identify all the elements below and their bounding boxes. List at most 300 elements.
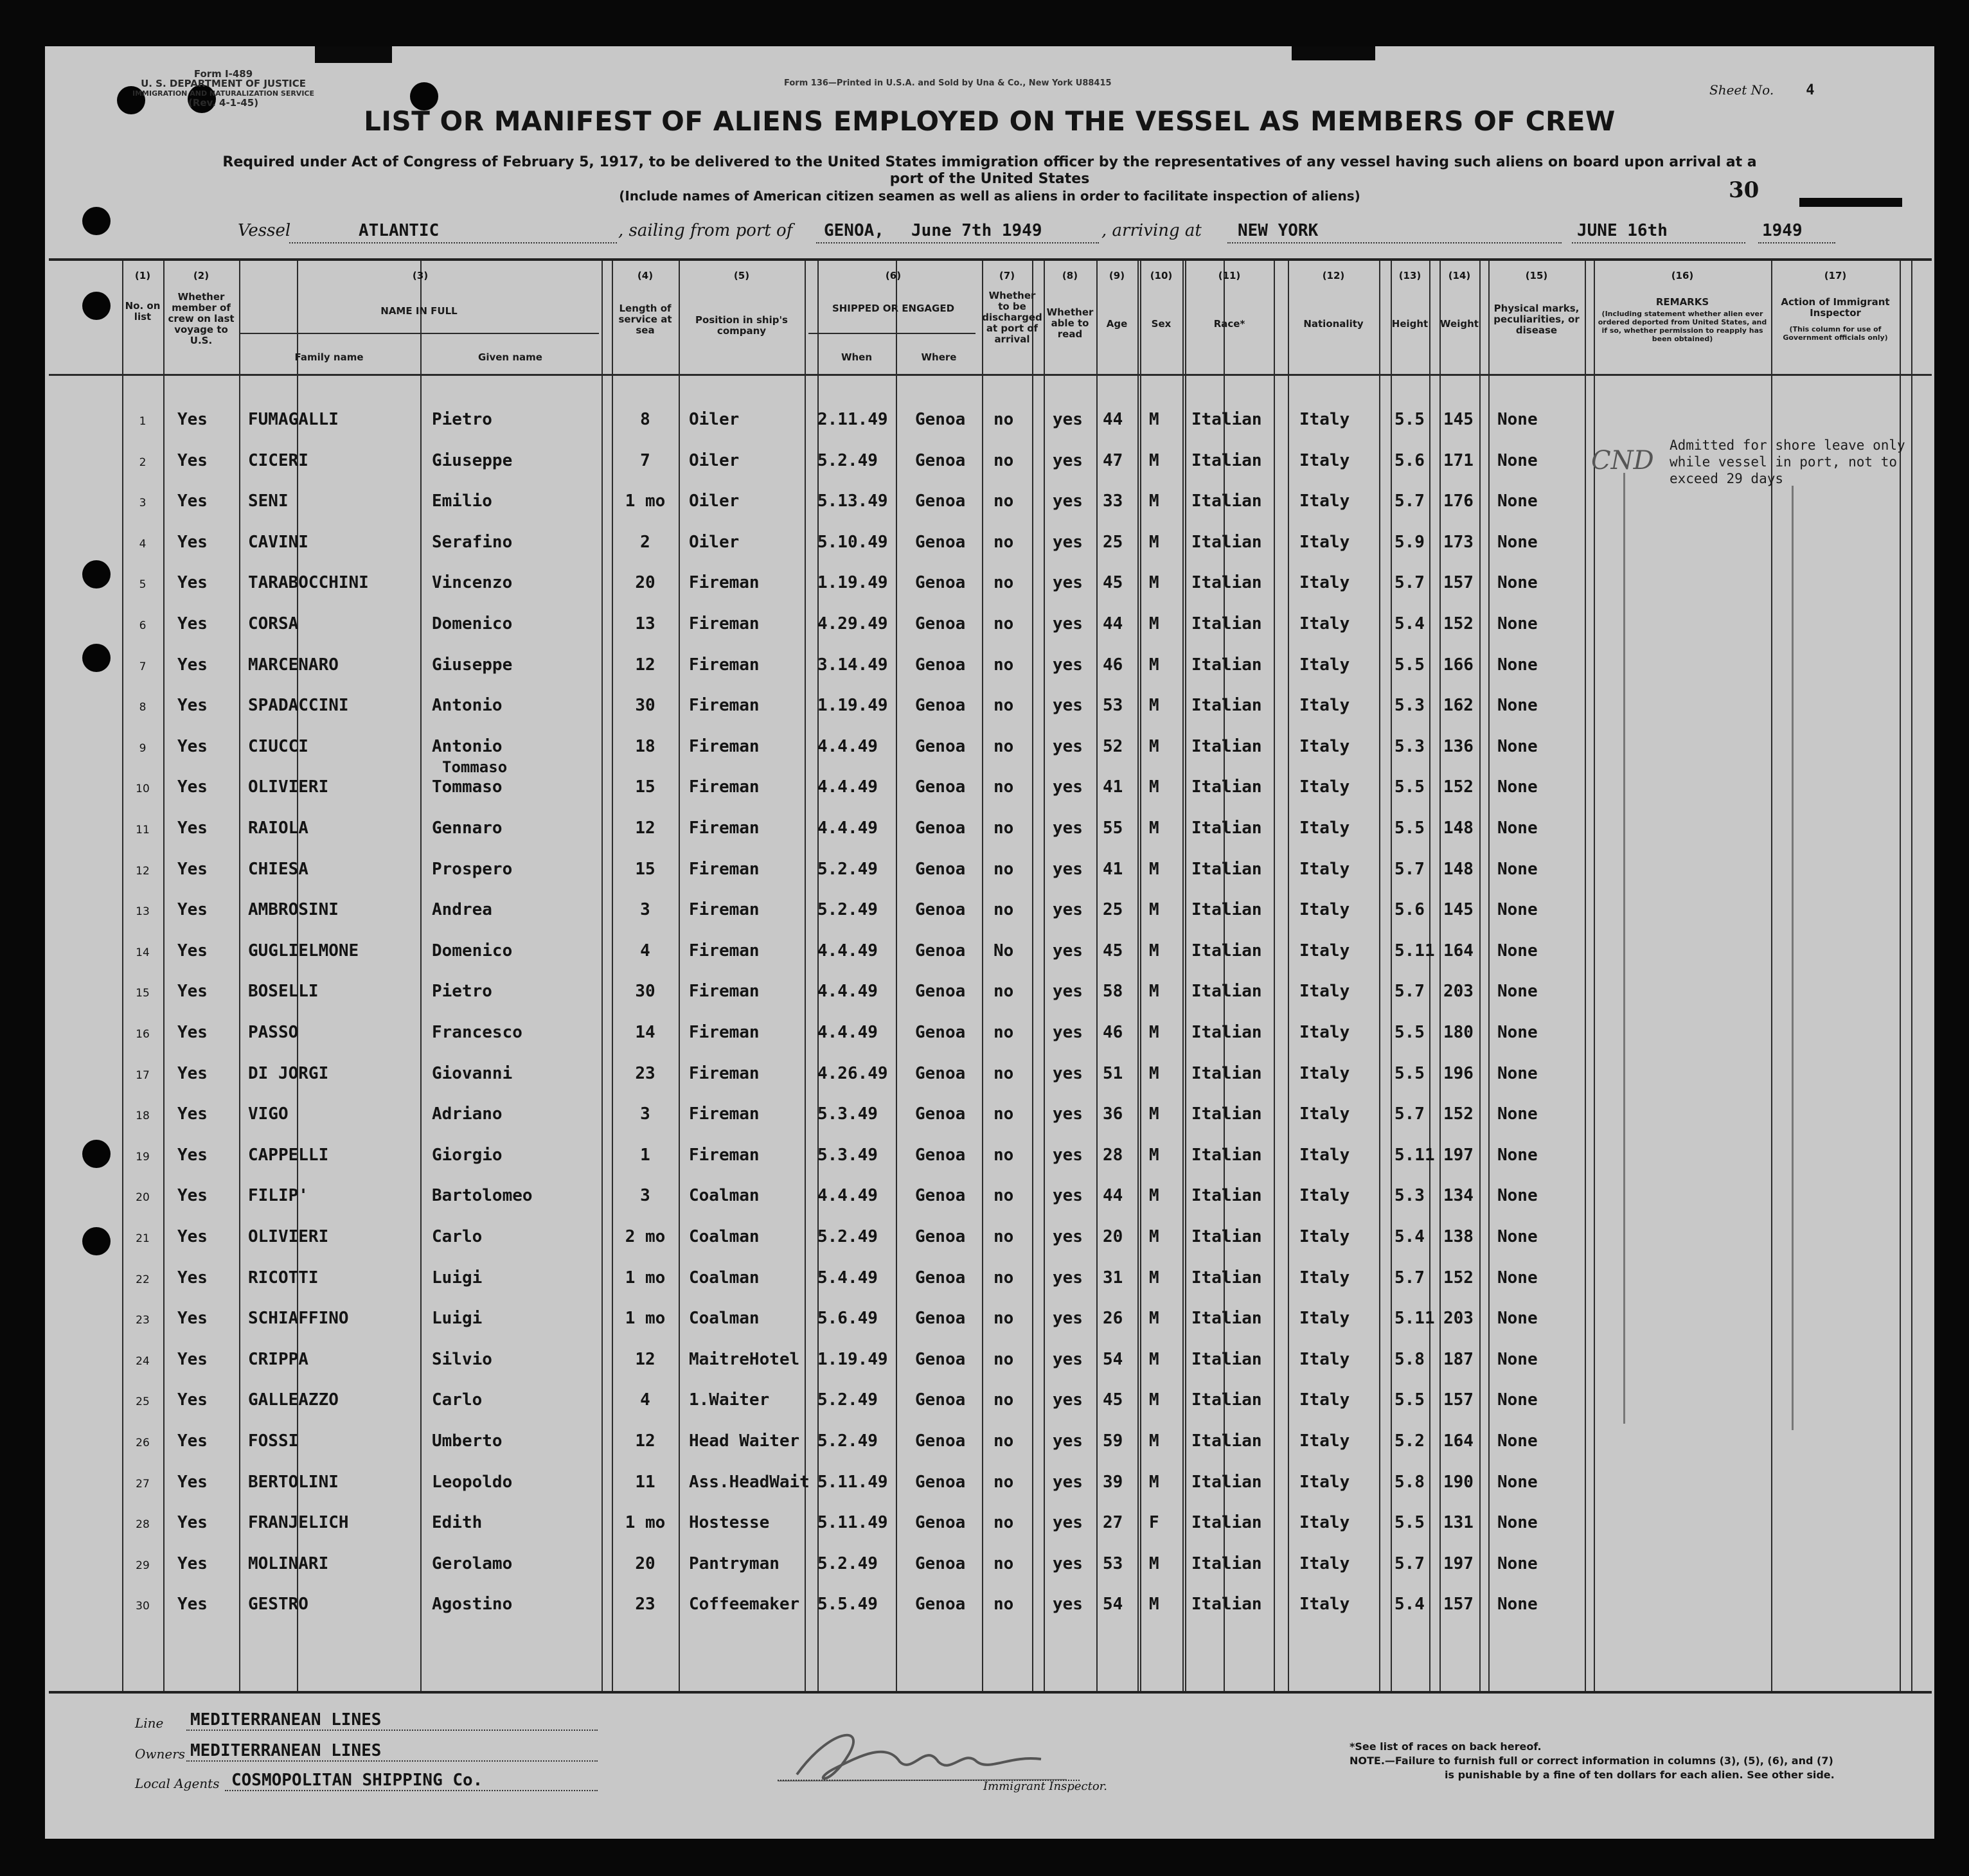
cell-marks: None bbox=[1497, 737, 1538, 756]
cell-marks: None bbox=[1497, 410, 1538, 429]
cell-given: Pietro bbox=[432, 410, 492, 429]
cell-read: yes bbox=[1053, 777, 1083, 797]
cell-height: 5.3 bbox=[1394, 737, 1425, 756]
table-row bbox=[49, 489, 1932, 515]
cell-race: Italian bbox=[1191, 533, 1262, 552]
cell-given: Edith bbox=[432, 1513, 483, 1532]
cell-sex: F bbox=[1149, 1513, 1159, 1532]
department-block bbox=[132, 69, 314, 108]
cell-given: Agostino bbox=[432, 1595, 513, 1614]
cell-race: Italian bbox=[1191, 573, 1262, 592]
cell-discharged: no bbox=[993, 533, 1014, 552]
col-head: Age bbox=[1106, 318, 1128, 330]
cell-race: Italian bbox=[1191, 1268, 1262, 1288]
cell-family: RICOTTI bbox=[248, 1268, 319, 1288]
cell-where: Genoa bbox=[915, 1023, 966, 1042]
cell-race: Italian bbox=[1191, 1227, 1262, 1246]
cell-where: Genoa bbox=[915, 1595, 966, 1614]
cell-height: 5.6 bbox=[1394, 900, 1425, 919]
cell-service: 12 bbox=[635, 1350, 655, 1369]
cell-height: 5.5 bbox=[1394, 777, 1425, 797]
crew-count: 30 bbox=[1729, 177, 1760, 203]
cell-weight: 148 bbox=[1443, 819, 1474, 838]
table-row bbox=[49, 530, 1932, 556]
cell-marks: None bbox=[1497, 1064, 1538, 1083]
cell-where: Genoa bbox=[915, 573, 966, 592]
cell-race: Italian bbox=[1191, 1554, 1262, 1573]
cell-no: 20 bbox=[136, 1191, 150, 1204]
cell-age: 25 bbox=[1103, 533, 1123, 552]
cell-height: 5.4 bbox=[1394, 1595, 1425, 1614]
page-title: LIST OR MANIFEST OF ALIENS EMPLOYED ON THE VESSEL AS MEMBERS OF CREW bbox=[364, 105, 1616, 137]
cell-where: Genoa bbox=[915, 491, 966, 511]
cell-age: 51 bbox=[1103, 1064, 1123, 1083]
cell-read: yes bbox=[1053, 1064, 1083, 1083]
cell-sex: M bbox=[1149, 491, 1159, 511]
cell-discharged: no bbox=[993, 451, 1014, 470]
cell-marks: None bbox=[1497, 573, 1538, 592]
cell-service: 4 bbox=[640, 1390, 650, 1410]
cell-family: CIUCCI bbox=[248, 737, 308, 756]
cell-given: Emilio bbox=[432, 491, 492, 511]
cell-discharged: no bbox=[993, 900, 1014, 919]
cell-position: Fireman bbox=[689, 941, 760, 960]
cell-given: Antonio bbox=[432, 696, 503, 715]
cell-family: FRANJELICH bbox=[248, 1513, 349, 1532]
cell-nationality: Italy bbox=[1299, 900, 1350, 919]
cell-nationality: Italy bbox=[1299, 941, 1350, 960]
cell-nationality: Italy bbox=[1299, 1064, 1350, 1083]
cell-discharged: no bbox=[993, 655, 1014, 675]
cell-sex: M bbox=[1149, 860, 1159, 879]
col-num: (11) bbox=[1218, 270, 1241, 281]
cell-nationality: Italy bbox=[1299, 533, 1350, 552]
cell-age: 39 bbox=[1103, 1473, 1123, 1492]
table-row bbox=[49, 693, 1932, 719]
cell-no: 25 bbox=[136, 1395, 150, 1408]
col-head: Physical marks, peculiarities, or disease bbox=[1493, 303, 1580, 336]
cell-sex: M bbox=[1149, 900, 1159, 919]
cell-race: Italian bbox=[1191, 410, 1262, 429]
cell-nationality: Italy bbox=[1299, 1350, 1350, 1369]
table-row bbox=[49, 407, 1932, 433]
cell-age: 36 bbox=[1103, 1104, 1123, 1124]
table-row bbox=[49, 1225, 1932, 1250]
cell-discharged: no bbox=[993, 737, 1014, 756]
remarks-line: while vessel in port, not to bbox=[1670, 454, 1898, 470]
cell-weight: 162 bbox=[1443, 696, 1474, 715]
cell-given: Giovanni bbox=[432, 1064, 513, 1083]
cell-sex: M bbox=[1149, 655, 1159, 675]
cell-read: yes bbox=[1053, 860, 1083, 879]
cell-where: Genoa bbox=[915, 451, 966, 470]
cell-position: Coffeemaker bbox=[689, 1595, 800, 1614]
cell-when: 5.3.49 bbox=[817, 1146, 878, 1165]
table-row bbox=[49, 1429, 1932, 1455]
cell-age: 41 bbox=[1103, 777, 1123, 797]
cell-age: 45 bbox=[1103, 941, 1123, 960]
cell-weight: 164 bbox=[1443, 1431, 1474, 1451]
inspector-initials: CND bbox=[1591, 446, 1654, 475]
cell-age: 59 bbox=[1103, 1431, 1123, 1451]
cell-read: yes bbox=[1053, 1186, 1083, 1205]
manifest-footer bbox=[45, 1697, 1934, 1832]
cell-when: 3.14.49 bbox=[817, 655, 888, 675]
cell-read: yes bbox=[1053, 1513, 1083, 1532]
cell-race: Italian bbox=[1191, 1473, 1262, 1492]
cell-weight: 196 bbox=[1443, 1064, 1474, 1083]
cell-read: yes bbox=[1053, 1554, 1083, 1573]
col-head: Sex bbox=[1151, 318, 1172, 330]
cell-sex: M bbox=[1149, 1473, 1159, 1492]
cell-when: 4.4.49 bbox=[817, 737, 878, 756]
cell-height: 5.7 bbox=[1394, 982, 1425, 1001]
sheet-number-label: Sheet No. bbox=[1709, 82, 1774, 98]
cell-weight: 203 bbox=[1443, 982, 1474, 1001]
cell-when: 5.10.49 bbox=[817, 533, 888, 552]
cell-race: Italian bbox=[1191, 1146, 1262, 1165]
table-row bbox=[49, 939, 1932, 964]
cell-height: 5.5 bbox=[1394, 1513, 1425, 1532]
cell-family: SCHIAFFINO bbox=[248, 1309, 349, 1328]
cell-given: Leopoldo bbox=[432, 1473, 513, 1492]
requirement-line: Required under Act of Congress of February 5, 1917, to be delivered to the United States immigration officer by the representatives of any vessel having such aliens on board upon arrival at a bbox=[222, 154, 1757, 170]
cell-position: Fireman bbox=[689, 573, 760, 592]
cell-service: 14 bbox=[635, 1023, 655, 1042]
cell-last: Yes bbox=[177, 982, 208, 1001]
cell-weight: 176 bbox=[1443, 491, 1474, 511]
cell-service: 3 bbox=[640, 900, 650, 919]
cell-no: 21 bbox=[136, 1232, 150, 1245]
cell-service: 30 bbox=[635, 696, 655, 715]
cell-service: 20 bbox=[635, 573, 655, 592]
cell-when: 1.19.49 bbox=[817, 696, 888, 715]
cell-when: 5.2.49 bbox=[817, 1554, 878, 1573]
cell-where: Genoa bbox=[915, 900, 966, 919]
cell-age: 25 bbox=[1103, 900, 1123, 919]
cell-read: yes bbox=[1053, 941, 1083, 960]
cell-last: Yes bbox=[177, 1390, 208, 1410]
cell-service: 13 bbox=[635, 614, 655, 633]
cell-last: Yes bbox=[177, 1473, 208, 1492]
cell-last: Yes bbox=[177, 860, 208, 879]
cell-weight: 171 bbox=[1443, 451, 1474, 470]
cell-service: 1 mo bbox=[625, 491, 666, 511]
cell-race: Italian bbox=[1191, 451, 1262, 470]
cell-given: Pietro bbox=[432, 982, 492, 1001]
table-row bbox=[49, 1102, 1932, 1128]
cell-given: Luigi bbox=[432, 1309, 483, 1328]
cell-family: BERTOLINI bbox=[248, 1473, 339, 1492]
cell-nationality: Italy bbox=[1299, 1431, 1350, 1451]
cell-height: 5.7 bbox=[1394, 1104, 1425, 1124]
cell-sex: M bbox=[1149, 1350, 1159, 1369]
cell-read: yes bbox=[1053, 1431, 1083, 1451]
cell-no: 7 bbox=[139, 660, 147, 673]
cell-no: 28 bbox=[136, 1518, 150, 1531]
cell-nationality: Italy bbox=[1299, 1390, 1350, 1410]
sheet-number-value: 4 bbox=[1806, 82, 1815, 98]
cell-position: Hostesse bbox=[689, 1513, 770, 1532]
vessel-label: Vessel bbox=[238, 221, 291, 240]
table-row bbox=[49, 1347, 1932, 1373]
cell-position: Ass.HeadWait bbox=[689, 1473, 810, 1492]
cell-last: Yes bbox=[177, 1309, 208, 1328]
cell-read: yes bbox=[1053, 491, 1083, 511]
cell-height: 5.8 bbox=[1394, 1350, 1425, 1369]
cell-last: Yes bbox=[177, 1186, 208, 1205]
cell-race: Italian bbox=[1191, 1104, 1262, 1124]
col-num: (6) bbox=[885, 270, 902, 281]
col-head: Whether to be discharged at port of arrival bbox=[982, 290, 1042, 345]
cell-service: 23 bbox=[635, 1064, 655, 1083]
cell-height: 5.7 bbox=[1394, 860, 1425, 879]
cell-nationality: Italy bbox=[1299, 1146, 1350, 1165]
cell-where: Genoa bbox=[915, 982, 966, 1001]
cell-sex: M bbox=[1149, 1554, 1159, 1573]
cell-where: Genoa bbox=[915, 696, 966, 715]
cell-race: Italian bbox=[1191, 819, 1262, 838]
cell-sex: M bbox=[1149, 1309, 1159, 1328]
col-head: NAME IN FULL bbox=[380, 305, 458, 317]
cell-service: 15 bbox=[635, 860, 655, 879]
cell-read: yes bbox=[1053, 900, 1083, 919]
cell-nationality: Italy bbox=[1299, 777, 1350, 797]
cell-height: 5.4 bbox=[1394, 614, 1425, 633]
cell-where: Genoa bbox=[915, 1104, 966, 1124]
cell-weight: 145 bbox=[1443, 410, 1474, 429]
cell-last: Yes bbox=[177, 941, 208, 960]
cell-when: 5.11.49 bbox=[817, 1473, 888, 1492]
cell-marks: None bbox=[1497, 941, 1538, 960]
cell-age: 41 bbox=[1103, 860, 1123, 879]
cell-last: Yes bbox=[177, 410, 208, 429]
cell-discharged: no bbox=[993, 982, 1014, 1001]
cell-given: Vincenzo bbox=[432, 573, 513, 592]
cell-no: 17 bbox=[136, 1069, 150, 1082]
cell-service: 2 mo bbox=[625, 1227, 666, 1246]
given-name-head: Given name bbox=[478, 351, 542, 363]
cell-where: Genoa bbox=[915, 614, 966, 633]
cell-marks: None bbox=[1497, 451, 1538, 470]
cell-age: 53 bbox=[1103, 696, 1123, 715]
cell-family: GUGLIELMONE bbox=[248, 941, 359, 960]
cell-discharged: no bbox=[993, 819, 1014, 838]
col-head: Whether able to read bbox=[1046, 306, 1094, 340]
cell-sex: M bbox=[1149, 614, 1159, 633]
col-head: Position in ship's company bbox=[695, 314, 788, 337]
cell-read: yes bbox=[1053, 655, 1083, 675]
cell-no: 24 bbox=[136, 1355, 150, 1368]
cell-weight: 197 bbox=[1443, 1554, 1474, 1573]
cell-height: 5.5 bbox=[1394, 1023, 1425, 1042]
family-name-head: Family name bbox=[294, 351, 364, 363]
cell-weight: 138 bbox=[1443, 1227, 1474, 1246]
cell-when: 4.4.49 bbox=[817, 941, 878, 960]
cell-age: 52 bbox=[1103, 737, 1123, 756]
cell-when: 5.2.49 bbox=[817, 1227, 878, 1246]
cell-nationality: Italy bbox=[1299, 1595, 1350, 1614]
cell-position: Fireman bbox=[689, 777, 760, 797]
cell-last: Yes bbox=[177, 737, 208, 756]
cell-discharged: no bbox=[993, 573, 1014, 592]
cell-last: Yes bbox=[177, 573, 208, 592]
cell-discharged: No bbox=[993, 941, 1014, 960]
cell-age: 27 bbox=[1103, 1513, 1123, 1532]
footnote-line: *See list of races on back hereof. bbox=[1350, 1740, 1542, 1753]
cell-race: Italian bbox=[1191, 655, 1262, 675]
cell-sex: M bbox=[1149, 1431, 1159, 1451]
cell-height: 5.7 bbox=[1394, 1268, 1425, 1288]
cell-age: 44 bbox=[1103, 614, 1123, 633]
cell-weight: 187 bbox=[1443, 1350, 1474, 1369]
cell-read: yes bbox=[1053, 1227, 1083, 1246]
table-row bbox=[49, 758, 1932, 801]
cell-position: MaitreHotel bbox=[689, 1350, 800, 1369]
cell-service: 2 bbox=[640, 533, 650, 552]
cell-given: Andrea bbox=[432, 900, 492, 919]
table-row bbox=[49, 1510, 1932, 1536]
cell-no: 27 bbox=[136, 1478, 150, 1491]
cell-age: 26 bbox=[1103, 1309, 1123, 1328]
cell-last: Yes bbox=[177, 900, 208, 919]
cell-height: 5.7 bbox=[1394, 1554, 1425, 1573]
punch-hole bbox=[82, 207, 111, 235]
cell-no: 15 bbox=[136, 987, 150, 1000]
cell-given: Giuseppe bbox=[432, 451, 513, 470]
cell-family: GESTRO bbox=[248, 1595, 308, 1614]
cell-weight: 164 bbox=[1443, 941, 1474, 960]
cell-last: Yes bbox=[177, 1064, 208, 1083]
cell-last: Yes bbox=[177, 1227, 208, 1246]
cell-no: 11 bbox=[136, 824, 150, 836]
where-head: Where bbox=[921, 351, 957, 363]
cell-marks: None bbox=[1497, 1146, 1538, 1165]
table-row bbox=[49, 612, 1932, 637]
cell-no: 4 bbox=[139, 538, 147, 551]
cell-given: Giorgio bbox=[432, 1146, 503, 1165]
cell-weight: 145 bbox=[1443, 900, 1474, 919]
cell-no: 23 bbox=[136, 1314, 150, 1327]
col-num: (1) bbox=[134, 270, 151, 281]
cell-where: Genoa bbox=[915, 777, 966, 797]
table-row bbox=[49, 571, 1932, 596]
scan-artifact bbox=[1292, 46, 1375, 60]
cell-position: Oiler bbox=[689, 451, 740, 470]
cell-where: Genoa bbox=[915, 1473, 966, 1492]
cell-where: Genoa bbox=[915, 1227, 966, 1246]
cell-where: Genoa bbox=[915, 1268, 966, 1288]
cell-height: 5.5 bbox=[1394, 819, 1425, 838]
cell-last: Yes bbox=[177, 614, 208, 633]
cell-position: Fireman bbox=[689, 614, 760, 633]
cell-sex: M bbox=[1149, 982, 1159, 1001]
inspector-note: (This column for use of Government officials only) bbox=[1783, 325, 1888, 342]
cell-marks: None bbox=[1497, 860, 1538, 879]
cell-when: 5.11.49 bbox=[817, 1513, 888, 1532]
cell-family: CORSA bbox=[248, 614, 299, 633]
cell-discharged: no bbox=[993, 1104, 1014, 1124]
cell-where: Genoa bbox=[915, 1146, 966, 1165]
cell-no: 6 bbox=[139, 619, 147, 632]
port-to: NEW YORK bbox=[1238, 221, 1319, 240]
table-row bbox=[49, 653, 1932, 678]
cell-discharged: no bbox=[993, 1023, 1014, 1042]
cell-service: 8 bbox=[640, 410, 650, 429]
cell-nationality: Italy bbox=[1299, 1513, 1350, 1532]
cell-when: 1.19.49 bbox=[817, 573, 888, 592]
cell-race: Italian bbox=[1191, 1023, 1262, 1042]
requirement-line: (Include names of American citizen seamen as well as aliens in order to facilitate inspection of aliens) bbox=[619, 188, 1360, 204]
cell-weight: 157 bbox=[1443, 1595, 1474, 1614]
cell-where: Genoa bbox=[915, 1390, 966, 1410]
cell-height: 5.11 bbox=[1394, 941, 1435, 960]
cell-discharged: no bbox=[993, 1595, 1014, 1614]
cell-last: Yes bbox=[177, 655, 208, 675]
col-num: (12) bbox=[1322, 270, 1345, 281]
cell-no: 26 bbox=[136, 1437, 150, 1449]
table-row bbox=[49, 1552, 1932, 1577]
owners-value: MEDITERRANEAN LINES bbox=[190, 1741, 382, 1760]
cell-height: 5.9 bbox=[1394, 533, 1425, 552]
cell-nationality: Italy bbox=[1299, 696, 1350, 715]
cell-read: yes bbox=[1053, 1268, 1083, 1288]
cell-given: Domenico bbox=[432, 614, 513, 633]
cell-read: yes bbox=[1053, 1104, 1083, 1124]
cell-nationality: Italy bbox=[1299, 614, 1350, 633]
cell-sex: M bbox=[1149, 1104, 1159, 1124]
cell-when: 1.19.49 bbox=[817, 1350, 888, 1369]
cell-where: Genoa bbox=[915, 1309, 966, 1328]
col-head: No. on list bbox=[125, 300, 161, 323]
cell-height: 5.6 bbox=[1394, 451, 1425, 470]
cell-sex: M bbox=[1149, 1390, 1159, 1410]
cell-when: 2.11.49 bbox=[817, 410, 888, 429]
cell-age: 46 bbox=[1103, 1023, 1123, 1042]
cell-read: yes bbox=[1053, 451, 1083, 470]
table-row bbox=[49, 1470, 1932, 1496]
cell-discharged: no bbox=[993, 1146, 1014, 1165]
cell-service: 1 mo bbox=[625, 1309, 666, 1328]
cell-discharged: no bbox=[993, 1554, 1014, 1573]
date-from: June 7th 1949 bbox=[911, 221, 1042, 240]
sailing-label: , sailing from port of bbox=[618, 221, 793, 240]
cell-age: 54 bbox=[1103, 1595, 1123, 1614]
cell-service: 3 bbox=[640, 1186, 650, 1205]
cell-given: Domenico bbox=[432, 941, 513, 960]
cell-nationality: Italy bbox=[1299, 1473, 1350, 1492]
cell-race: Italian bbox=[1191, 1309, 1262, 1328]
cell-service: 20 bbox=[635, 1554, 655, 1573]
cell-race: Italian bbox=[1191, 1595, 1262, 1614]
cell-weight: 203 bbox=[1443, 1309, 1474, 1328]
cell-given: Silvio bbox=[432, 1350, 492, 1369]
cell-last: Yes bbox=[177, 696, 208, 715]
cell-marks: None bbox=[1497, 1390, 1538, 1410]
cell-marks: None bbox=[1497, 1268, 1538, 1288]
cell-race: Italian bbox=[1191, 1064, 1262, 1083]
cell-age: 54 bbox=[1103, 1350, 1123, 1369]
cell-family: SPADACCINI bbox=[248, 696, 349, 715]
cell-sex: M bbox=[1149, 1186, 1159, 1205]
cell-height: 5.3 bbox=[1394, 1186, 1425, 1205]
cell-position: Coalman bbox=[689, 1227, 760, 1246]
col-num: (7) bbox=[999, 270, 1015, 281]
col-num: (4) bbox=[637, 270, 654, 281]
cell-sex: M bbox=[1149, 451, 1159, 470]
cell-age: 44 bbox=[1103, 410, 1123, 429]
cell-given: Tommaso bbox=[432, 777, 503, 797]
